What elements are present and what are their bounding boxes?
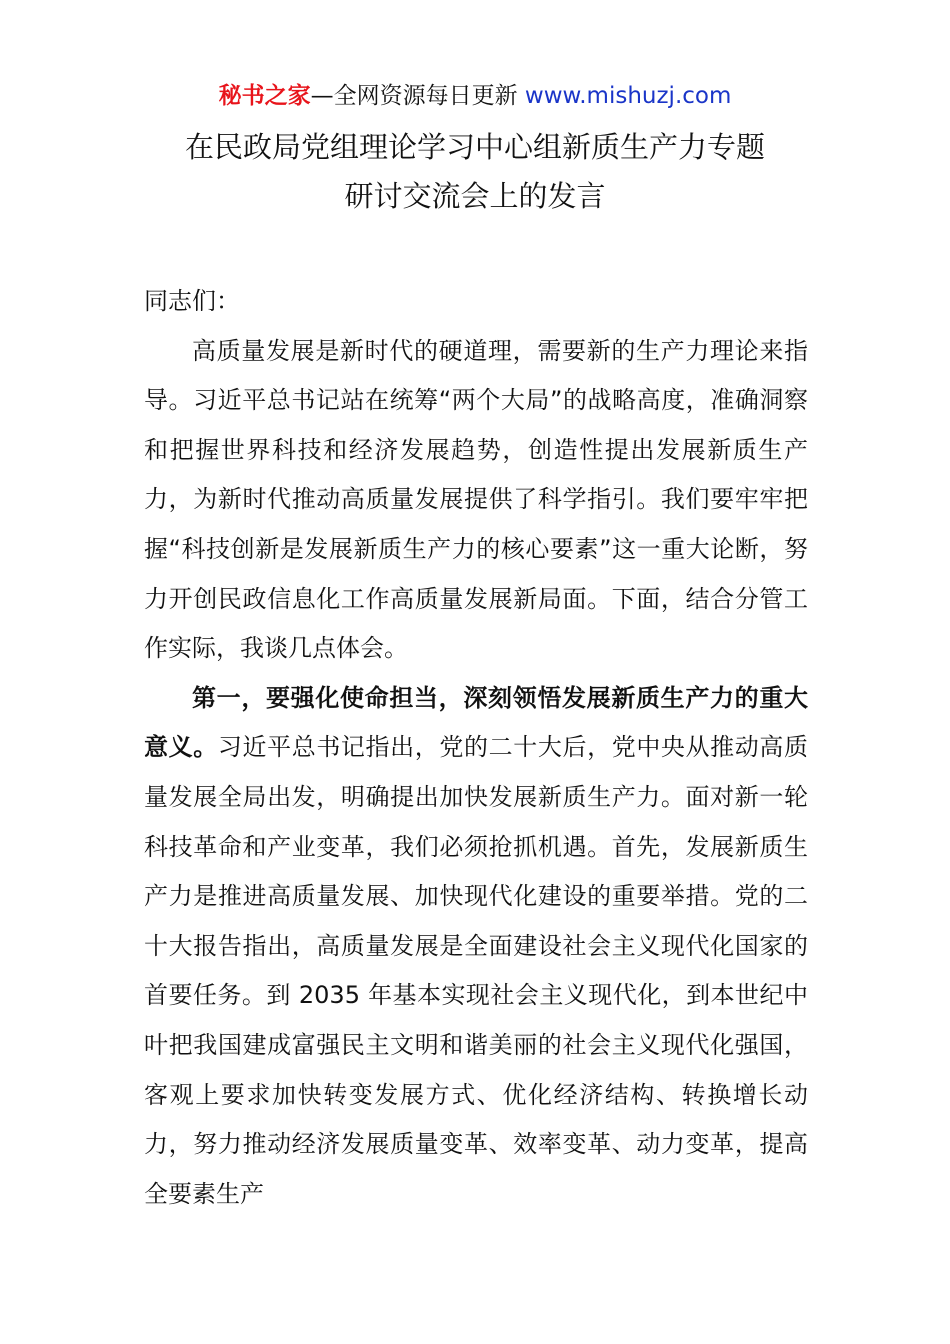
document-title-line-1: 在民政局党组理论学习中心组新质生产力专题 xyxy=(184,130,765,164)
paragraph-first-point-lead: 第一，要强化使命担当，深刻领悟发展新质生产力的重大意义。 xyxy=(144,683,808,762)
header-tagline: —全网资源每日更新 xyxy=(310,83,518,109)
document-body xyxy=(144,277,808,1219)
paragraph-first-point-body: 习近平总书记指出，党的二十大后，党中央从推动高质量发展全局出发，明确提出加快发展新质生产力。面对新一轮科技革命和产业变革，我们必须抢抓机遇。首先，发展新质生产力是推进高质量发展、加快现代化建设的重要举措。党的二十大报告指出，高质量发展是全面建设社会主义现代化国家的首要任务。到 2035 年基本实现社会主义现代化，到本世纪中叶把我国建成富强民主文明和谐美丽的社会主义现代化强国，客观上要求加快转变发展方式、优化经济结构、转换增长动力，努力推动经济发展质量变革、效率变革、动力变革，提高全要素生产 xyxy=(144,733,809,1208)
paragraph-first-point xyxy=(144,674,808,1220)
document-title-line-2: 研讨交流会上的发言 xyxy=(344,179,606,213)
salutation: 同志们： xyxy=(144,287,240,315)
paragraph-intro: 高质量发展是新时代的硬道理，需要新的生产力理论来指导。习近平总书记站在统筹“两个大局”的战略高度，准确洞察和把握世界科技和经济发展趋势，创造性提出发展新质生产力，为新时代推动高质量发展提供了科学指引。我们要牢牢把握“科技创新是发展新质生产力的核心要素”这一重大论断，努力开创民政信息化工作高质量发展新局面。下面，结合分管工作实际，我谈几点体会。 xyxy=(144,336,808,663)
brand-name: 秘书之家 xyxy=(218,83,311,109)
site-url-link[interactable]: www.mishuzj.com xyxy=(524,83,732,109)
site-header xyxy=(0,80,950,112)
